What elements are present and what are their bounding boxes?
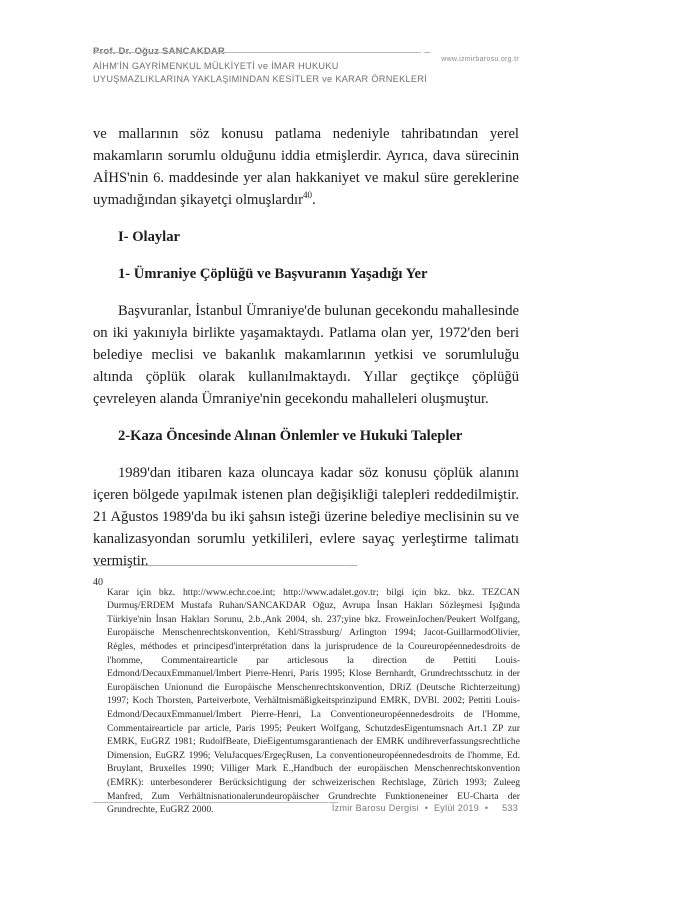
header-author: Prof. Dr. Oğuz SANCAKDAR bbox=[93, 46, 225, 57]
footer-issue: Eylül 2019 bbox=[433, 803, 479, 813]
footer-separator: • bbox=[424, 803, 429, 813]
footnote-ref-40: 40 bbox=[302, 190, 312, 201]
header-divider bbox=[93, 52, 421, 53]
main-text bbox=[93, 123, 519, 572]
paragraph-continuation: ve mallarının söz konusu patlama nedeniyle tahribatından yerel makamların sorumlu olduğunu iddia etmişlerdir. Ayrıca, dava sürecinin AİHS'nin 6. maddesinde yer alan hakkaniyet ve makul süre gereklerine uymadığından şikayetçi olmuşlardır$^{40}$. bbox=[93, 126, 519, 208]
section-heading-olaylar: I- Olaylar bbox=[118, 229, 181, 245]
running-title-line-1: AİHM'İN GAYRİMENKUL MÜLKİYETİ ve İMAR HUKUKU bbox=[93, 61, 339, 71]
subsection-heading-umraniye: 1- Ümraniye Çöplüğü ve Başvuranın Yaşadığı Yer bbox=[118, 266, 428, 282]
running-title bbox=[93, 60, 553, 86]
footer-divider bbox=[93, 802, 328, 803]
page-number: 533 bbox=[502, 803, 518, 813]
footnote-divider bbox=[93, 565, 345, 566]
footer-separator: • bbox=[484, 803, 489, 813]
footnote-number: 40 bbox=[93, 577, 103, 588]
running-title-line-2: UYUŞMAZLIKLARINA YAKLAŞIMINDAN KESİTLER ve KARAR ÖRNEKLERİ bbox=[93, 74, 428, 84]
footnote-40 bbox=[93, 576, 520, 826]
footnote-text: Karar için bkz. http://www.echr.coe.int; http://www.adalet.gov.tr; bilgi için bkz. bkz. TEZCAN Durmuş/ERDEM Mustafa Ruhan/SANCAKDAR Oğuz, Avrupa İnsan Hakları Sözleşmesi Işığında Türkiye'nin İnsan Hakları Sorunu, 2.b.,Ank 2004, sh. 237;yine bkz. FroweinJochen/Peukert Wolfgang, Europäische Menschenrechtskonvention, Kehl/Strassburg/ Arlington 1994; Jacot-GuillarmodOlivier, Règles, méthodes et principesd'interprétation dans la jurisprudence de la Coureuropéennedesdroits de l'homme, Commentairearticle par articlesous la direction de Pettiti Louis-Edmond/DecauxEmmanuel/Imbert Pierre-Henri, Paris 1995; Klose Bernhardt, Grundrechtsschutz in der Europäischen Unionund die Europäische Menschenrechtskonvention, DRiZ (Deutsche Richterzeitung) 1997; Koch Thorsten, Parteiverbote, Verhältnismäßigkeitsprinzipund EMRK, DVBl. 2002; Pettiti Louis-Edmond/DecauxEmmanuel/Imbert Pierre-Henri, La Conventioneuropéennedesdroits de l'Homme, Commentairearticle par article, Paris 1995; Peukert Wolfgang, SchutzdesEigentumsnach Art.1 ZP zur EMRK, EuGRZ 1981; RudolfBeate, DieEigentumsgarantienach der EMRK undihreverfassungsrechtliche Dimension, EuGRZ 1996; VeluJacques/ErgeçRusen, La conventioneuropéennedesdroits de l'homme, Ed. Bruylant, Bruxelles 1990; Villiger Mark E.,Handbuch der europäischen Menschenrechtskonvention (EMRK): unterbesonderer Berücksichtigung der schweizerischen Rechtslage, Zürich 1993; Zuleeg Manfred, Zum Verhältnisnationalerundeuropäischer Grundrechte Funktioneneiner EU-Charta der Grundrechte, EuGRZ 2000. bbox=[107, 586, 520, 816]
paragraph-basvuranlar: Başvuranlar, İstanbul Ümraniye'de bulunan gecekondu mahallesinde on iki yakınıyla birlikte yaşamaktaydı. Patlama olan yer, 1972'den beri belediye meclisi ve bakanlık makamlarının yetkisi ve sorumluluğu altında çöplük olarak kullanılmaktaydı. Yıllar geçtikçe çöplüğü çevreleyen alanda Ümraniye'nin gecekondu mahalleleri oluşmuştur. bbox=[93, 303, 519, 407]
footer-journal: İzmir Barosu Dergisi bbox=[331, 803, 419, 813]
header-url: www.izmirbarosu.org.tr bbox=[441, 56, 519, 63]
page-footer bbox=[332, 803, 518, 813]
subsection-heading-kaza-oncesi: 2-Kaza Öncesinde Alınan Önlemler ve Hukuki Talepler bbox=[118, 428, 463, 444]
paragraph-1989: 1989'dan itibaren kaza oluncaya kadar söz konusu çöplük alanını içeren bölgede yapılmak istenen plan değişikliği talepleri reddedilmiştir. 21 Ağustos 1989'da bu iki şahsın isteği üzerine belediye meclisinin su ve kanalizasyondan sorumlu yetkilileri, evlere sayaç yerleştirme talimatı vermiştir. bbox=[93, 465, 519, 569]
